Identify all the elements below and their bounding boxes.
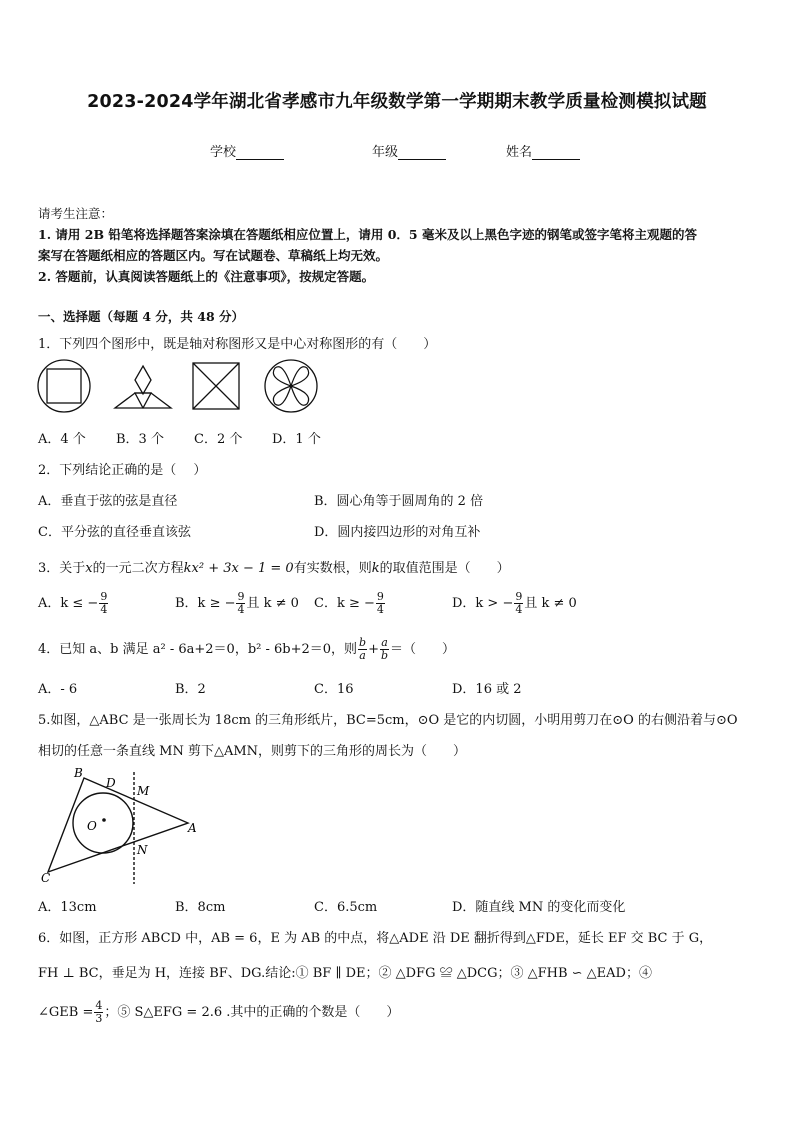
- q4-option-d: D．16 或 2: [452, 682, 522, 697]
- fraction: [376, 591, 385, 616]
- fraction-num: 4: [95, 999, 103, 1012]
- q3-stem: [38, 557, 510, 576]
- q1-option-c: C．2 个: [194, 432, 243, 447]
- q3-d-cond: 且 k ≠ 0: [524, 596, 577, 611]
- q5-option-b: B．8cm: [175, 900, 226, 915]
- grade-field: [372, 141, 446, 160]
- q4-option-c: C．16: [314, 682, 354, 697]
- q3-stem-end: 的取值范围是（ ）: [379, 561, 510, 576]
- fraction-num: b: [359, 636, 367, 649]
- q4-stem: [38, 637, 455, 662]
- fraction: [236, 591, 245, 616]
- square-diagonals-figure: [193, 363, 239, 409]
- paper-title: 2023-2024学年湖北省孝感市九年级数学第一学期期末教学质量检测模拟试题: [87, 92, 707, 112]
- q2-option-a: A．垂直于弦的弦是直径: [38, 494, 178, 509]
- q6-line3-post: ；⑤ S△EFG = 2.6 .其中的正确的个数是（ ）: [104, 1005, 400, 1020]
- triangle-abc: [48, 778, 188, 872]
- q2-stem: 2．下列结论正确的是（ ）: [38, 463, 207, 478]
- school-blank: [236, 147, 284, 160]
- notice-heading: 请考生注意：: [38, 206, 114, 221]
- q3-b-cond: 且 k ≠ 0: [246, 596, 299, 611]
- center-dot: [102, 818, 106, 822]
- fraction-den: 4: [376, 603, 384, 616]
- label-n: N: [137, 843, 148, 857]
- q4-option-a: A．- 6: [38, 682, 78, 697]
- fraction: [380, 637, 389, 662]
- fraction-den: 4: [515, 603, 523, 616]
- section-heading: 一、选择题（每题 4 分，共 48 分）: [38, 309, 245, 324]
- fraction-den: 4: [237, 603, 245, 616]
- label-c: C: [41, 871, 51, 885]
- q4-plus: +: [368, 642, 379, 657]
- label-o: O: [87, 819, 97, 833]
- q4-option-b: B．2: [175, 682, 206, 697]
- q1-stem: 1．下列四个图形中，既是轴对称图形又是中心对称图形的有（ ）: [38, 337, 437, 352]
- fraction-num: a: [381, 636, 388, 649]
- notice-item1-line2: 案写在答题纸相应的答题区内。写在试题卷、草稿纸上均无效。: [38, 248, 389, 263]
- grade-blank: [398, 147, 446, 160]
- grade-label: 年级: [372, 145, 399, 160]
- q6-line3: [38, 1000, 399, 1025]
- q3-c-text: C．k ≥ −: [314, 596, 375, 611]
- q3-a-text: A．k ≤ −: [38, 596, 99, 611]
- label-a: A: [188, 821, 197, 835]
- q2-option-c: C．平分弦的直径垂直该弦: [38, 525, 191, 540]
- four-petal-circle-figure: [265, 360, 317, 412]
- school-label: 学校: [210, 145, 237, 160]
- q3-var-k: k: [371, 561, 380, 576]
- three-rhombus-figure: [115, 366, 171, 408]
- q3-equation: kx² + 3x − 1 = 0: [183, 561, 294, 576]
- fraction: [358, 637, 367, 662]
- q6-line2: FH ⊥ BC，垂足为 H，连接 BF、DG.结论:① BF ∥ DE；② △DFG ≌ △DCG；③ △FHB ∽ △EAD；④: [38, 966, 652, 981]
- q2-option-b: B．圆心角等于圆周角的 2 倍: [314, 494, 484, 509]
- q5-figure: [36, 764, 206, 886]
- circle-square-figure: [38, 360, 90, 412]
- label-d: D: [106, 776, 116, 790]
- q1-option-d: D．1 个: [272, 432, 321, 447]
- fraction: [99, 591, 108, 616]
- q5-option-c: C．6.5cm: [314, 900, 378, 915]
- name-label: 姓名: [506, 145, 533, 160]
- q3-d-text: D．k > −: [452, 596, 514, 611]
- fraction-den: 3: [95, 1012, 103, 1025]
- q5-option-d: D．随直线 MN 的变化而变化: [452, 900, 626, 915]
- school-field: [210, 141, 284, 160]
- q6-line1: 6．如图，正方形 ABCD 中，AB = 6，E 为 AB 的中点，将△ADE 沿 DE 翻折得到△FDE，延长 EF 交 BC 于 G，: [38, 931, 713, 946]
- notice-item1-line1: 1. 请用 2B 铅笔将选择题答案涂填在答题纸相应位置上，请用 0．5 毫米及以上黑色字迹的钢笔或签字笔将主观题的答: [38, 227, 697, 242]
- q3-option-c: [314, 591, 386, 616]
- q6-angle-text: ∠GEB =: [38, 1005, 94, 1020]
- fraction-num: 9: [237, 590, 245, 603]
- q3-b-text: B．k ≥ −: [175, 596, 236, 611]
- fraction-den: b: [381, 649, 389, 662]
- q3-option-b: [175, 591, 299, 616]
- q3-stem-mid: 的一元二次方程: [92, 561, 184, 576]
- q1-figures: [36, 358, 336, 414]
- q5-option-a: A．13cm: [38, 900, 97, 915]
- incircle: [73, 793, 133, 853]
- q1-option-b: B．3 个: [116, 432, 164, 447]
- q3-option-d: [452, 591, 577, 616]
- q3-option-a: [38, 591, 109, 616]
- fraction-den: 4: [100, 603, 108, 616]
- q1-option-a: A．4 个: [38, 432, 86, 447]
- q3-var-x: x: [85, 561, 93, 576]
- fraction-den: a: [359, 649, 366, 662]
- name-field: [506, 141, 580, 160]
- q3-stem-pre: 3．关于: [38, 561, 86, 576]
- q4-stem-pre: 4．已知 a、b 满足 a² - 6a+2＝0，b² - 6b+2＝0，则: [38, 642, 358, 657]
- fraction-num: 9: [376, 590, 384, 603]
- q5-line1: 5.如图，△ABC 是一张周长为 18cm 的三角形纸片，BC=5cm，⊙O 是它的内切圆，小明用剪刀在⊙O 的右侧沿着与⊙O: [38, 713, 738, 728]
- q5-line2: 相切的任意一条直线 MN 剪下△AMN，则剪下的三角形的周长为（ ）: [38, 744, 467, 759]
- fraction: [94, 1000, 103, 1025]
- fraction-num: 9: [100, 590, 108, 603]
- fraction: [514, 591, 523, 616]
- q2-option-d: D．圆内接四边形的对角互补: [314, 525, 481, 540]
- q4-stem-post: ＝（ ）: [390, 642, 456, 657]
- name-blank: [532, 147, 580, 160]
- notice-item2: 2. 答题前，认真阅读答题纸上的《注意事项》，按规定答题。: [38, 269, 375, 284]
- q3-stem-post: 有实数根，则: [293, 561, 372, 576]
- fraction-num: 9: [515, 590, 523, 603]
- label-m: M: [137, 784, 150, 798]
- label-b: B: [74, 766, 83, 780]
